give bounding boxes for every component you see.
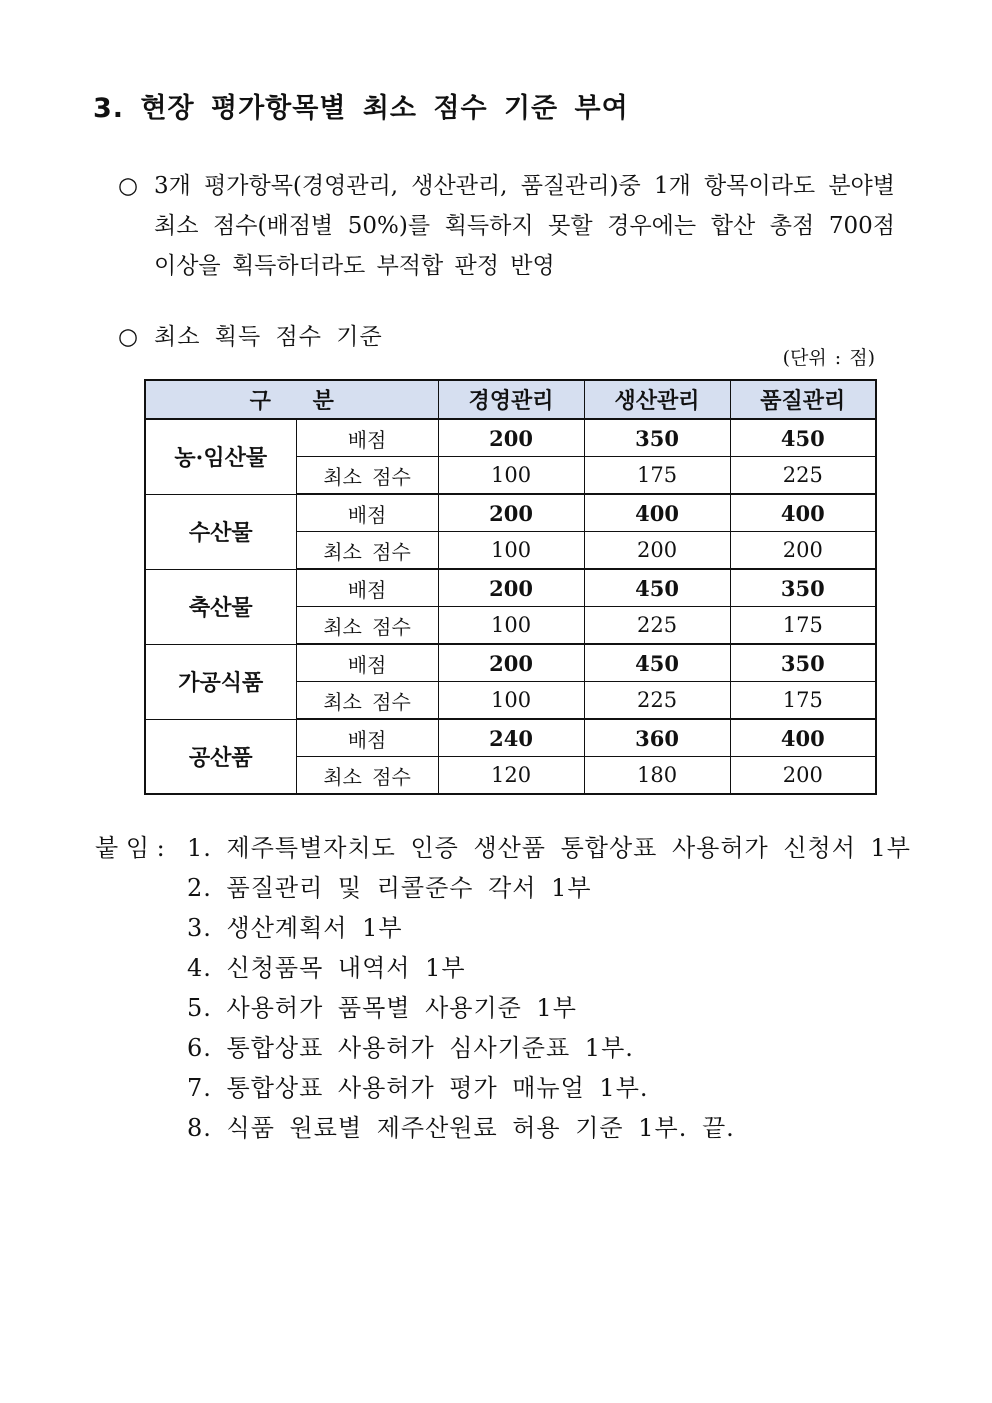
score-cell: 175	[730, 682, 876, 720]
score-cell: 200	[438, 569, 584, 607]
score-cell: 200	[438, 494, 584, 532]
score-cell: 120	[438, 757, 584, 795]
score-cell: 225	[730, 457, 876, 495]
attachment-item: 1. 제주특별자치도 인증 생산품 통합상표 사용허가 신청서 1부	[187, 834, 911, 862]
circle-bullet-icon: ○	[118, 173, 139, 199]
attachments-label: 붙 임 :	[95, 834, 165, 862]
attachment-item: 7. 통합상표 사용허가 평가 매뉴얼 1부.	[187, 1074, 649, 1102]
score-cell: 450	[584, 569, 730, 607]
table-body	[145, 419, 876, 794]
table-row	[145, 419, 876, 457]
score-cell: 100	[438, 457, 584, 495]
unit-note: (단위 : 점)	[782, 347, 875, 369]
category-cell: 농·임산물	[145, 419, 296, 494]
score-cell: 100	[438, 682, 584, 720]
attachment-item: 6. 통합상표 사용허가 심사기준표 1부.	[187, 1034, 634, 1062]
score-cell: 350	[730, 569, 876, 607]
score-cell: 200	[438, 644, 584, 682]
score-cell: 200	[730, 532, 876, 570]
score-cell: 100	[438, 607, 584, 645]
table-row	[145, 494, 876, 532]
score-cell: 200	[438, 419, 584, 457]
score-cell: 450	[730, 419, 876, 457]
attachment-item: 3. 생산계획서 1부	[187, 914, 403, 942]
header-quality: 품질관리	[730, 380, 876, 419]
attachment-item: 4. 신청품목 내역서 1부	[187, 954, 466, 982]
score-cell: 400	[730, 494, 876, 532]
score-cell: 350	[584, 419, 730, 457]
row-label-cell: 배점	[296, 719, 438, 757]
bullet-text-min-score: 최소 획득 점수 기준	[154, 324, 383, 350]
score-cell: 200	[730, 757, 876, 795]
score-cell: 175	[730, 607, 876, 645]
min-score-table	[144, 379, 877, 795]
score-cell: 400	[584, 494, 730, 532]
header-management: 경영관리	[438, 380, 584, 419]
score-cell: 400	[730, 719, 876, 757]
bullet-text-criteria: 3개 평가항목(경영관리, 생산관리, 품질관리)중 1개 항목이라도 분야별 최소 점수(배점별 50%)를 획득하지 못할 경우에는 합산 총점 700점 이상을 획득하더라도 부적합 판정 반영	[154, 173, 895, 279]
category-cell: 가공식품	[145, 644, 296, 719]
attachment-item: 2. 품질관리 및 리콜준수 각서 1부	[187, 874, 592, 902]
category-cell: 공산품	[145, 719, 296, 794]
score-cell: 180	[584, 757, 730, 795]
row-label-cell: 최소 점수	[296, 757, 438, 795]
table-header-row	[145, 380, 876, 419]
score-cell: 240	[438, 719, 584, 757]
score-cell: 225	[584, 607, 730, 645]
row-label-cell: 최소 점수	[296, 682, 438, 720]
row-label-cell: 배점	[296, 494, 438, 532]
score-cell: 450	[584, 644, 730, 682]
row-label-cell: 최소 점수	[296, 607, 438, 645]
section-heading: 3. 현장 평가항목별 최소 점수 기준 부여	[93, 93, 629, 124]
table-row	[145, 569, 876, 607]
header-category: 구 분	[145, 380, 438, 419]
row-label-cell: 최소 점수	[296, 532, 438, 570]
row-label-cell: 배점	[296, 644, 438, 682]
category-cell: 수산물	[145, 494, 296, 569]
score-cell: 200	[584, 532, 730, 570]
attachments-list	[187, 828, 911, 1148]
header-production: 생산관리	[584, 380, 730, 419]
attachment-item: 5. 사용허가 품목별 사용기준 1부	[187, 994, 577, 1022]
score-cell: 100	[438, 532, 584, 570]
score-cell: 360	[584, 719, 730, 757]
category-cell: 축산물	[145, 569, 296, 644]
table-row	[145, 719, 876, 757]
row-label-cell: 배점	[296, 419, 438, 457]
score-cell: 225	[584, 682, 730, 720]
attachment-item: 8. 식품 원료별 제주산원료 허용 기준 1부. 끝.	[187, 1114, 735, 1142]
table-row	[145, 644, 876, 682]
circle-bullet-icon: ○	[118, 324, 139, 350]
score-cell: 350	[730, 644, 876, 682]
row-label-cell: 배점	[296, 569, 438, 607]
score-cell: 175	[584, 457, 730, 495]
row-label-cell: 최소 점수	[296, 457, 438, 495]
